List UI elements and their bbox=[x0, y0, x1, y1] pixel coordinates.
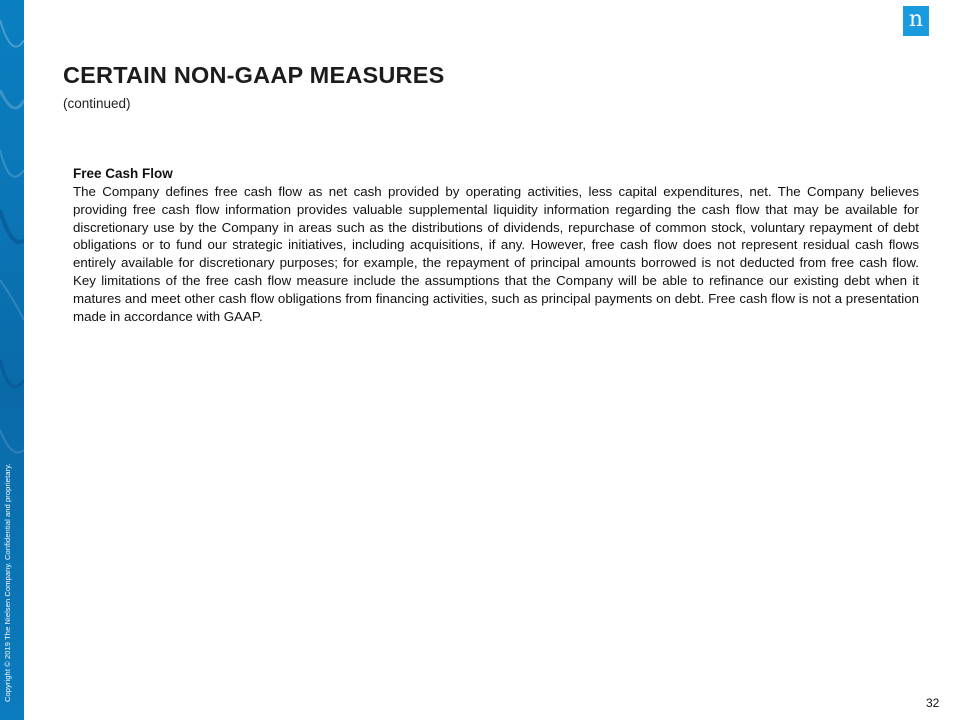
page-number: 32 bbox=[926, 696, 940, 710]
logo-letter: n bbox=[908, 6, 924, 32]
section-heading: Free Cash Flow bbox=[73, 166, 173, 181]
page-subtitle: (continued) bbox=[63, 96, 131, 111]
side-decorative-band bbox=[0, 0, 24, 720]
section-body-text: The Company defines free cash flow as net cash provided by operating activities, less capital expenditures, net. The Company believes providing free cash flow information provides valuable supplemental liquidity information regarding the cash flow that may be available for discretionary use by the Company in areas such as the distributions of dividends, repurchase of common stock, voluntary repayment of debt obligations or to fund our strategic initiatives, including acquisitions, if any. However, free cash flow does not represent residual cash flows entirely available for discretionary purposes; for example, the repayment of principal amounts borrowed is not deducted from free cash flow. Key limitations of the free cash flow measure include the assumptions that the Company will be able to refinance our existing debt when it matures and meet other cash flow obligations from financing activities, such as principal payments on debt. Free cash flow is not a presentation made in accordance with GAAP. bbox=[73, 184, 919, 324]
page-title: CERTAIN NON-GAAP MEASURES bbox=[63, 62, 445, 88]
free-cash-flow-section bbox=[73, 165, 919, 325]
copyright-notice: Copyright © 2019 The Nielsen Company. Confidential and proprietary. bbox=[3, 463, 12, 702]
nielsen-logo bbox=[903, 6, 929, 36]
